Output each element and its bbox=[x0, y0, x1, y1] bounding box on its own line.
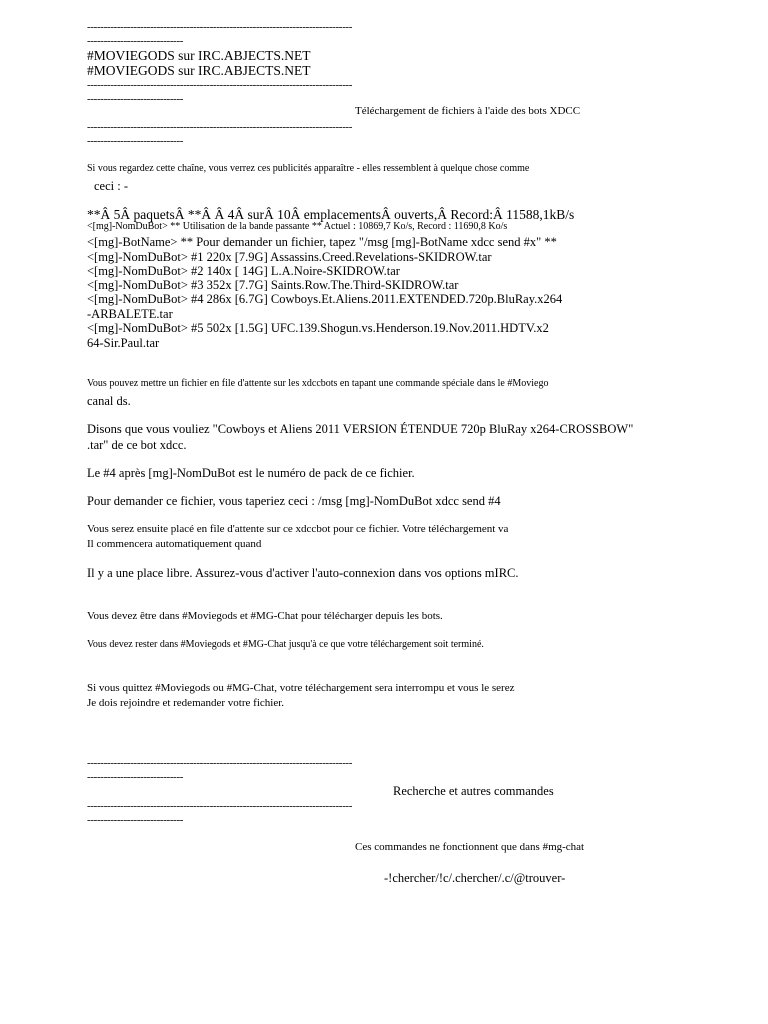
suppose-line: Disons que vous vouliez "Cowboys et Aliens 2011 VERSION ÉTENDUE 720p BluRay x264-CROSSBOW" bbox=[87, 422, 634, 436]
commands-note: Ces commandes ne fonctionnent que dans #mg-chat bbox=[355, 841, 585, 853]
pack-line: <[mg]-NomDuBot> #3 352x [7.7G] Saints.Row.The.Third-SKIDROW.tar bbox=[87, 278, 459, 292]
separator-long: -------------------------------------------------------------------------------- bbox=[87, 757, 353, 769]
free-slot-line: Il y a une place libre. Assurez-vous d'activer l'auto-connexion dans vos options mIRC. bbox=[87, 566, 519, 580]
ceci-label: ceci : - bbox=[94, 179, 129, 193]
separator-short: ----------------------------- bbox=[87, 93, 184, 105]
section-title: Téléchargement de fichiers à l'aide des bots XDCC bbox=[355, 105, 581, 117]
separator-short: ----------------------------- bbox=[87, 771, 184, 783]
separator-long: -------------------------------------------------------------------------------- bbox=[87, 121, 353, 133]
queued-line-cont: Il commencera automatiquement quand bbox=[87, 538, 262, 550]
section-title: Recherche et autres commandes bbox=[393, 784, 554, 798]
pack-line-cont: -ARBALETE.tar bbox=[87, 307, 173, 321]
separator-short: ----------------------------- bbox=[87, 814, 184, 826]
pack-line: <[mg]-NomDuBot> #2 140x [ 14G] L.A.Noire-SKIDROW.tar bbox=[87, 264, 400, 278]
separator-long: -------------------------------------------------------------------------------- bbox=[87, 800, 353, 812]
pack-number-line: Le #4 après [mg]-NomDuBot est le numéro de pack de ce fichier. bbox=[87, 466, 415, 480]
leave-line-cont: Je dois rejoindre et redemander votre fichier. bbox=[87, 697, 285, 709]
command-line: Pour demander ce fichier, vous taperiez ceci : /msg [mg]-NomDuBot xdcc send #4 bbox=[87, 494, 501, 508]
suppose-line-cont: .tar" de ce bot xdcc. bbox=[87, 438, 187, 452]
pack-line-cont: 64-Sir.Paul.tar bbox=[87, 336, 160, 350]
pack-line: <[mg]-NomDuBot> #4 286x [6.7G] Cowboys.Et.Aliens.2011.EXTENDED.720p.BluRay.x264 bbox=[87, 292, 563, 306]
queue-intro-cont: canal ds. bbox=[87, 394, 131, 408]
header-line: #MOVIEGODS sur IRC.ABJECTS.NET bbox=[87, 48, 311, 63]
separator-short: ----------------------------- bbox=[87, 135, 184, 147]
separator-long: -------------------------------------------------------------------------------- bbox=[87, 21, 353, 33]
separator-long: -------------------------------------------------------------------------------- bbox=[87, 79, 353, 91]
pack-line: <[mg]-NomDuBot> #5 502x [1.5G] UFC.139.Shogun.vs.Henderson.19.Nov.2011.HDTV.x2 bbox=[87, 321, 549, 335]
intro-text: Si vous regardez cette chaîne, vous verrez ces publicités apparaître - elles ressemblent à quelque chose comme bbox=[87, 163, 530, 174]
queued-line: Vous serez ensuite placé en file d'attente sur ce xdccbot pour ce fichier. Votre téléchargement va bbox=[87, 523, 509, 535]
must-stay-line: Vous devez rester dans #Moviegods et #MG-Chat jusqu'à ce que votre téléchargement soit terminé. bbox=[87, 639, 484, 650]
must-be-in-line: Vous devez être dans #Moviegods et #MG-Chat pour télécharger depuis les bots. bbox=[87, 610, 443, 622]
header-line: #MOVIEGODS sur IRC.ABJECTS.NET bbox=[87, 63, 311, 78]
request-line: <[mg]-BotName> ** Pour demander un fichier, tapez "/msg [mg]-BotName xdcc send #x" ** bbox=[87, 235, 557, 249]
bandwidth-line: <[mg]-NomDuBot> ** Utilisation de la bande passante ** Actuel : 10869,7 Ko/s, Record : 11690,8 Ko/s bbox=[87, 221, 508, 232]
commands-list: -!chercher/!c/.chercher/.c/@trouver- bbox=[384, 871, 566, 885]
packets-line: **Â 5Â paquetsÂ **Â Â 4Â surÂ 10Â emplacementsÂ ouverts,Â Record:Â 11588,1kB/s bbox=[87, 207, 575, 222]
pack-line: <[mg]-NomDuBot> #1 220x [7.9G] Assassins.Creed.Revelations-SKIDROW.tar bbox=[87, 250, 492, 264]
leave-line: Si vous quittez #Moviegods ou #MG-Chat, votre téléchargement sera interrompu et vous le serez bbox=[87, 682, 515, 694]
queue-intro: Vous pouvez mettre un fichier en file d'attente sur les xdccbots en tapant une commande spéciale dans le #Moviego bbox=[87, 378, 549, 389]
separator-short: ----------------------------- bbox=[87, 35, 184, 47]
